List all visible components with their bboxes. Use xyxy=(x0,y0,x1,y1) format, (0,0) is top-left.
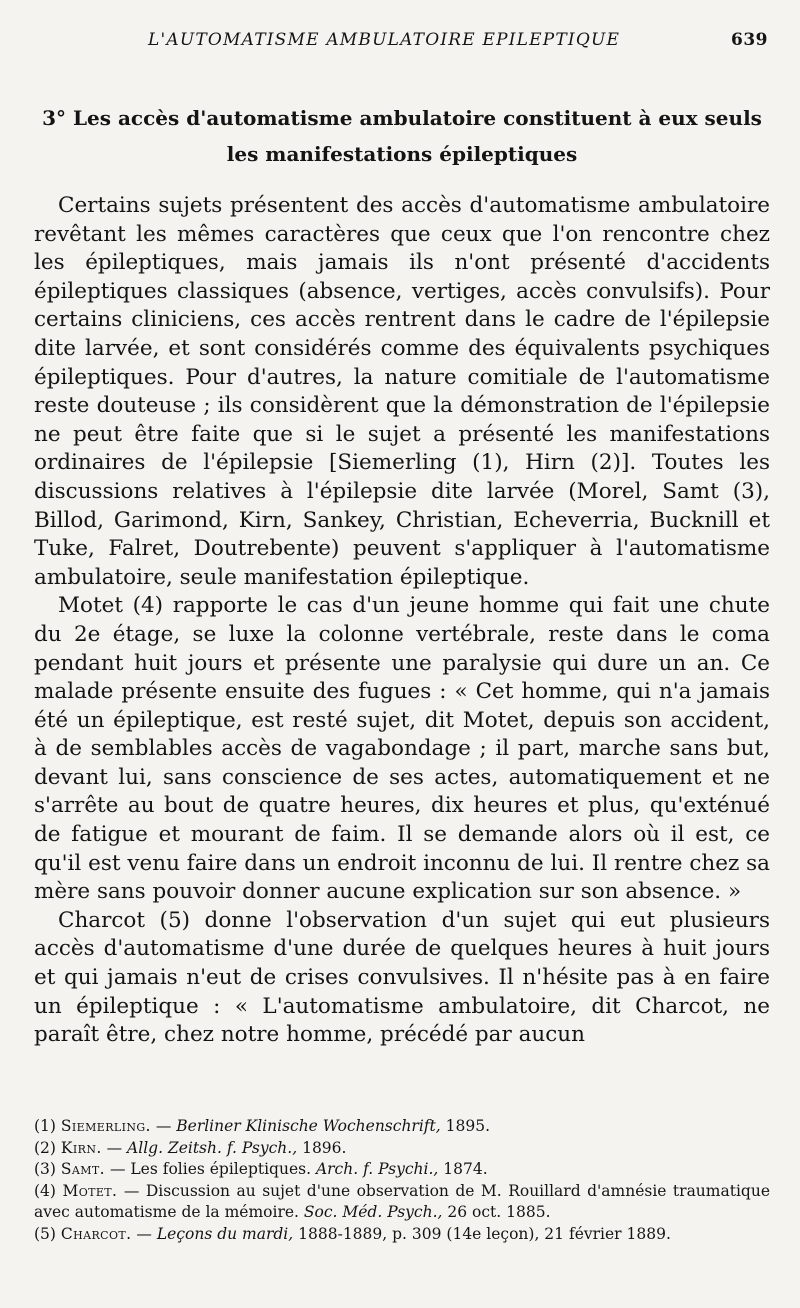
running-head xyxy=(148,30,768,54)
footnote-marker: (3) xyxy=(34,1160,56,1178)
footnote-2 xyxy=(34,1138,770,1160)
footnote-3 xyxy=(34,1159,770,1181)
footnote-author: Siemerling. xyxy=(60,1117,151,1135)
footnote-marker: (4) xyxy=(34,1181,56,1200)
paragraph: Certains sujets présentent des accès d'automatisme ambulatoire revêtant les mêmes caractères que ceux que l'on rencontre chez les épileptiques, mais jamais ils n'ont présenté d'accidents épileptiques classiques (absence, vertiges, accès convulsifs). Pour certains cliniciens, ces accès rentrent dans le cadre de l'épilepsie dite larvée, et sont considérés comme des équivalents psychiques épileptiques. Pour d'autres, la nature comitiale de l'automatisme reste douteuse ; ils considèrent que la démonstration de l'épilepsie ne peut être faite que si le sujet a présenté les manifestations ordinaires de l'épilepsie [Siemerling (1), Hirn (2)]. Toutes les discussions relatives à l'épilepsie dite larvée (Morel, Samt (3), Billod, Garimond, Kirn, Sankey, Christian, Echeverria, Bucknill et Tuke, Falret, Doutrebente) peuvent s'appliquer à l'automatisme ambulatoire, seule manifestation épileptique. xyxy=(34,193,770,590)
footnote-title: Allg. Zeitsh. f. Psych., xyxy=(127,1138,298,1157)
footnote-text: Les folies épileptiques. xyxy=(130,1160,312,1178)
body-text xyxy=(34,192,770,1050)
footnote-separator: — xyxy=(109,1160,126,1178)
footnote-author: Kirn. xyxy=(60,1138,102,1157)
footnote-rest: 1874. xyxy=(443,1160,488,1178)
footnote-separator: — xyxy=(123,1181,140,1200)
footnote-author: Charcot. xyxy=(60,1224,132,1243)
footnote-title: Berliner Klinische Wochenschrift, xyxy=(176,1117,441,1135)
footnote-5 xyxy=(34,1224,770,1246)
footnotes xyxy=(34,1116,770,1245)
paragraph: Motet (4) rapporte le cas d'un jeune homme qui fait une chute du 2e étage, se luxe la colonne vertébrale, reste dans le coma pendant huit jours et présente une paralysie qui dure un an. Ce malade présente ensuite des fugues : « Cet homme, qui n'a jamais été un épileptique, est resté sujet, dit Motet, depuis son accident, à de semblables accès de vagabondage ; il part, marche sans but, devant lui, sans conscience de ses actes, automatiquement et ne s'arrête au bout de quatre heures, dix heures et plus, qu'exténué de fatigue et mourant de faim. Il se demande alors où il est, ce qu'il est venu faire dans un endroit inconnu de lui. Il rentre chez sa mère sans pouvoir donner aucune explication sur son absence. » xyxy=(34,593,770,905)
footnote-title: Leçons du mardi, xyxy=(156,1224,294,1243)
footnote-text: Discussion au sujet d'une observation de M. Rouillard d'amnésie traumatique avec automatisme de la mémoire. xyxy=(34,1181,770,1221)
footnote-marker: (2) xyxy=(34,1138,56,1157)
footnote-rest: 1888-1889, p. 309 (14e leçon), 21 février 1889. xyxy=(298,1224,671,1243)
footnote-4 xyxy=(34,1181,770,1224)
running-title: L'AUTOMATISME AMBULATOIRE EPILEPTIQUE xyxy=(148,30,621,50)
footnote-marker: (1) xyxy=(34,1117,56,1135)
footnote-separator: — xyxy=(106,1138,123,1157)
footnote-author: Motet. xyxy=(62,1181,118,1200)
footnote-author: Samt. xyxy=(60,1160,105,1178)
paragraph: Charcot (5) donne l'observation d'un sujet qui eut plusieurs accès d'automatisme d'une durée de quelques heures à huit jours et qui jamais n'eut de crises convulsives. Il n'hésite pas à en faire un épileptique : « L'automatisme ambulatoire, dit Charcot, ne paraît être, chez notre homme, précédé par aucun xyxy=(34,907,770,1048)
footnote-title: Soc. Méd. Psych., xyxy=(303,1203,443,1221)
footnote-separator: — xyxy=(155,1117,172,1135)
footnote-separator: — xyxy=(136,1224,152,1243)
section-heading: 3° Les accès d'automatisme ambulatoire constituent à eux seuls les manifestations épileptiques xyxy=(42,106,762,166)
footnote-rest: 1896. xyxy=(302,1138,347,1157)
footnote-1 xyxy=(34,1116,770,1138)
footnote-marker: (5) xyxy=(34,1224,56,1243)
footnote-rest: 26 oct. 1885. xyxy=(447,1203,551,1221)
footnote-title: Arch. f. Psychi., xyxy=(315,1160,439,1178)
page-number: 639 xyxy=(731,30,768,50)
footnote-rest: 1895. xyxy=(445,1117,491,1135)
